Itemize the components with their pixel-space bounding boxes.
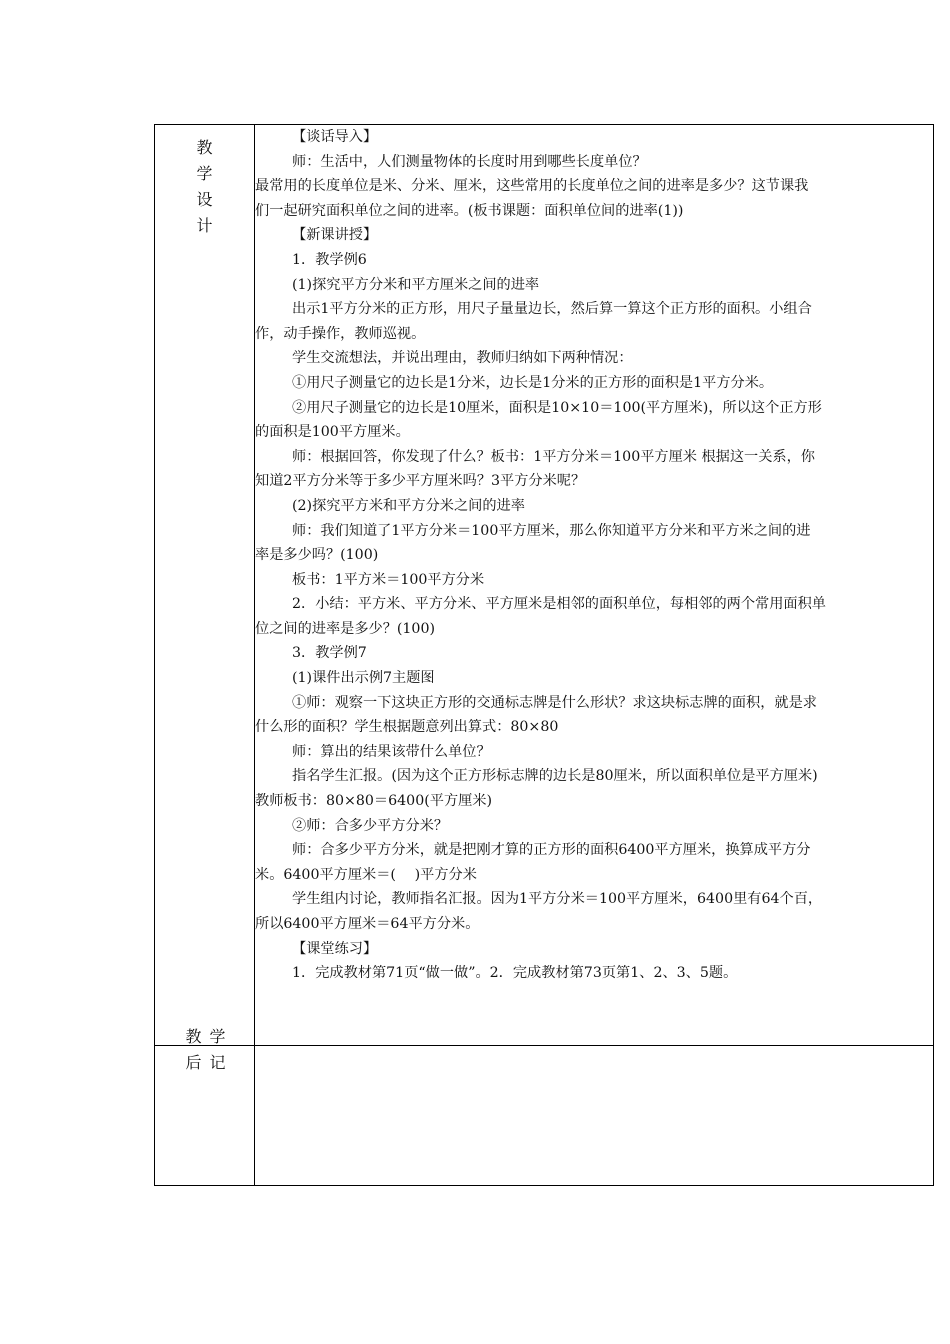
text-line: 位之间的进率是多少？(100) (255, 620, 436, 637)
teaching-notes-content[interactable] (255, 1046, 934, 1186)
text-line: ②师：合多少平方分米？ (292, 817, 449, 834)
text-line: (1)课件出示例7主题图 (292, 670, 435, 687)
text-line: 们一起研究面积单位之间的进率。(板书课题：面积单位间的进率(1)) (255, 202, 684, 219)
teaching-design-row (155, 125, 934, 1046)
text-line: 板书：1平方米＝100平方分米 (292, 571, 485, 588)
text-line: 所以6400平方厘米＝64平方分米。 (255, 916, 480, 932)
text-line: (1)探究平方分米和平方厘米之间的进率 (292, 276, 540, 293)
text-line: 最常用的长度单位是米、分米、厘米，这些常用的长度单位之间的进率是多少？这节课我 (255, 178, 809, 195)
text-line: 师：我们知道了1平方分米＝100平方厘米，那么你知道平方分米和平方米之间的进 (292, 522, 811, 539)
teaching-notes-row (155, 1046, 934, 1186)
text-line: ①师：观察一下这块正方形的交通标志牌是什么形状？求这块标志牌的面积，就是求 (292, 694, 817, 711)
lesson-plan-table (154, 124, 934, 1186)
text-line: 什么形的面积？学生根据题意列出算式：80×80 (255, 719, 559, 736)
section-heading-intro: 【谈话导入】 (292, 129, 378, 145)
text-line: 学生组内讨论，教师指名汇报。因为1平方分米＝100平方厘米，6400里有64个百， (292, 891, 823, 908)
text-line: 1．完成教材第71页“做一做”。2．完成教材第73页第1、2、3、5题。 (292, 965, 738, 982)
text-line: 1．教学例6 (292, 251, 367, 268)
teaching-design-label: 教学设计 (196, 138, 213, 235)
text-line: 米。6400平方厘米＝( )平方分米 (255, 866, 477, 883)
text-line: 指名学生汇报。(因为这个正方形标志牌的边长是80厘米，所以面积单位是平方厘米) (292, 768, 818, 785)
teaching-design-content (255, 125, 934, 1046)
text-line: 师：根据回答，你发现了什么？板书：1平方分米＝100平方厘米 根据这一关系，你 (292, 448, 815, 465)
text-line: 的面积是100平方厘米。 (255, 424, 410, 441)
text-line: 师：生活中，人们测量物体的长度时用到哪些长度单位？ (292, 153, 647, 170)
text-line: 师：合多少平方分米，就是把刚才算的正方形的面积6400平方厘米，换算成平方分 (292, 842, 811, 859)
text-line: 出示1平方分米的正方形，用尺子量量边长，然后算一算这个正方形的面积。小组合 (292, 301, 812, 318)
text-line: (2)探究平方米和平方分米之间的进率 (292, 497, 525, 514)
text-line: 学生交流想法，并说出理由，教师归纳如下两种情况： (292, 350, 633, 367)
text-line: ②用尺子测量它的边长是10厘米，面积是10×10＝100(平方厘米)，所以这个正方形 (292, 399, 822, 416)
text-line: 知道2平方分米等于多少平方厘米吗？3平方分米呢？ (255, 473, 586, 490)
section-heading-practice: 【课堂练习】 (292, 940, 378, 957)
text-line: 2．小结：平方米、平方分米、平方厘米是相邻的面积单位，每相邻的两个常用面积单 (292, 596, 826, 613)
text-line: 师：算出的结果该带什么单位？ (292, 743, 491, 760)
teaching-notes-label: 教学后记 (185, 1027, 234, 1072)
text-line: 率是多少吗？(100) (255, 547, 379, 564)
text-line: 3．教学例7 (292, 645, 367, 662)
section-heading-new-lesson: 【新课讲授】 (292, 227, 378, 244)
teaching-notes-label-cell (155, 1027, 255, 1186)
text-line: 教师板书：80×80＝6400(平方厘米) (255, 793, 493, 810)
text-line: 作，动手操作，教师巡视。 (255, 325, 426, 342)
text-line: ①用尺子测量它的边长是1分米，边长是1分米的正方形的面积是1平方分米。 (292, 374, 774, 391)
teaching-design-label-cell (155, 125, 255, 1046)
